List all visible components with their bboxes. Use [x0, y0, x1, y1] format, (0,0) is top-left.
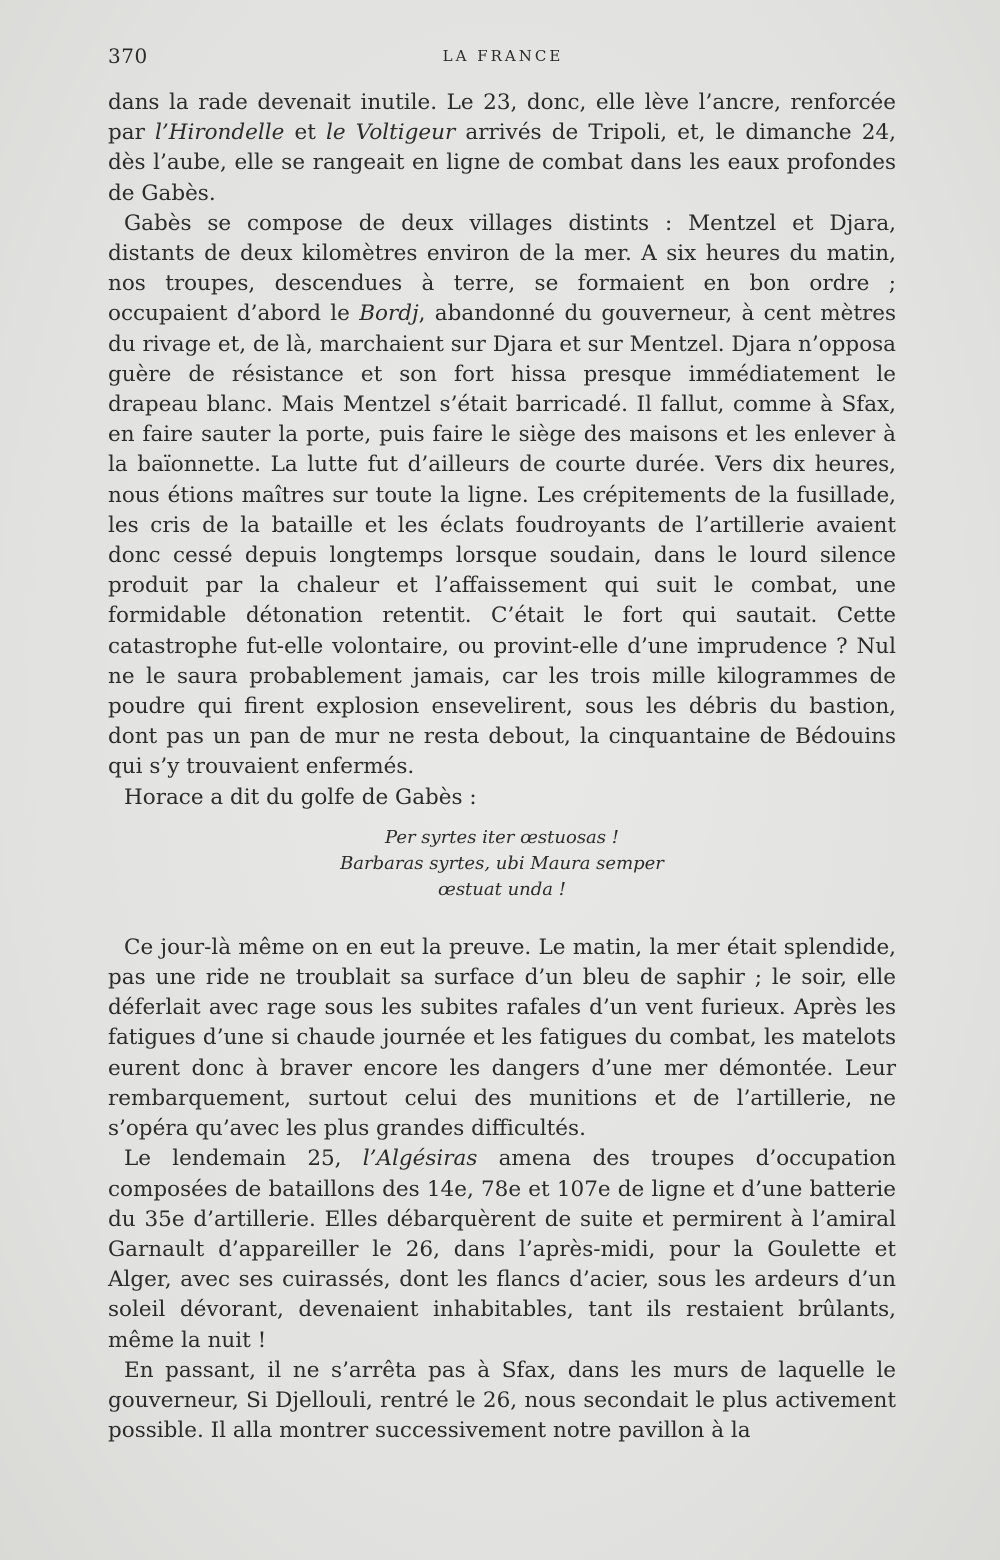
paragraph-3: Horace a dit du golfe de Gabès :	[124, 784, 477, 810]
page-number: 370	[108, 44, 148, 68]
verse-line: œstuat unda !	[438, 878, 566, 900]
paragraph-4: Ce jour-là même on en eut la preuve. Le matin, la mer était splendide, pas une ride ne troublait sa surface d’un bleu de saphir ; le soir, elle déferlait avec rage sous les subites rafales d’un vent furieux. Après les fatigues d’une si chaude journée et les fatigues du combat, les matelots eurent donc à braver encore les dangers d’une mer démontée. Leur rembarquement, surtout celui des munitions et de l’artillerie, ne s’opéra qu’avec les plus grandes difficultés.	[108, 934, 896, 1142]
running-title: LA FRANCE	[442, 47, 564, 65]
text-run: Gabès se compose de deux villages distints : Mentzel et Djara, distants de deux kilomètres environ de la mer. A six heures du matin, nos troupes, descendues à terre, se formaient en bon ordre ; occupaient d’abord le	[108, 210, 896, 327]
ship-name: l’Algésiras	[362, 1146, 478, 1172]
ship-name: l’Hirondelle	[155, 120, 285, 146]
body-text	[108, 88, 896, 1446]
text-run: Le lendemain 25,	[124, 1146, 363, 1172]
place-name: Bordj	[359, 301, 419, 327]
verse-line: Barbaras syrtes, ubi Maura semper	[340, 852, 664, 874]
text-run: et	[284, 120, 327, 146]
ship-name: le Voltigeur	[326, 120, 456, 146]
latin-verse	[108, 825, 896, 903]
text-run: amena des troupes d’occupation composées de bataillons des 14e, 78e et 107e de ligne et d’une batterie du 35e d’artillerie. Elles débarquèrent de suite et permirent à l’amiral Garnault d’appareiller le 26, dans l’après-midi, pour la Goulette et Alger, avec ses cuirassés, dont les flancs d’acier, sous les ardeurs d’un soleil dévorant, devenaient inhabitables, tant ils restaient brûlants, même la nuit !	[108, 1146, 897, 1353]
paragraph-6: En passant, il ne s’arrêta pas à Sfax, dans les murs de laquelle le gouverneur, Si Djellouli, rentré le 26, nous secondait le plus activement possible. Il alla montrer successivement notre pavillon à la	[108, 1357, 896, 1444]
paragraph-5	[108, 1144, 896, 1355]
text-run: , abandonné du gouverneur, à cent mètres du rivage et, de là, marchaient sur Djara et sur Mentzel. Djara n’opposa guère de résistance et son fort hissa presque immédiatement le drapeau blanc. Mais Mentzel s’était barricadé. Il fallut, comme à Sfax, en faire sauter la porte, puis faire le siège des maisons et les enlever à la baïonnette. La lutte fut d’ailleurs de courte durée. Vers dix heures, nous étions maîtres sur toute la ligne. Les crépitements de la fusillade, les cris de la bataille et les éclats foudroyants de l’artillerie avaient donc cessé depuis longtemps lorsque soudain, dans le lourd silence produit par la chaleur et l’affaissement qui suit le combat, une formidable détonation retentit. C’était le fort qui sautait. Cette catastrophe fut-elle volontaire, ou provint-elle d’une imprudence ? Nul ne le saura probablement jamais, car les trois mille kilogrammes de poudre qui firent explosion ensevelirent, sous les débris du bastion, dont pas un pan de mur ne resta debout, la cinquantaine de Bédouins qui s’y trouvaient enfermés.	[108, 301, 896, 780]
verse-line: Per syrtes iter œstuosas !	[385, 826, 619, 848]
page-header	[108, 44, 898, 74]
paragraph-1	[108, 88, 896, 209]
text-run: arrivés de Tripoli, et, le dimanche 24, dès l’aube, elle se rangeait en ligne de combat dans les eaux profondes de Gabès.	[108, 120, 896, 206]
paragraph-2	[108, 209, 896, 783]
text-run: dans la rade devenait inutile. Le 23, donc, elle lève l’ancre, renforcée par	[108, 90, 896, 146]
